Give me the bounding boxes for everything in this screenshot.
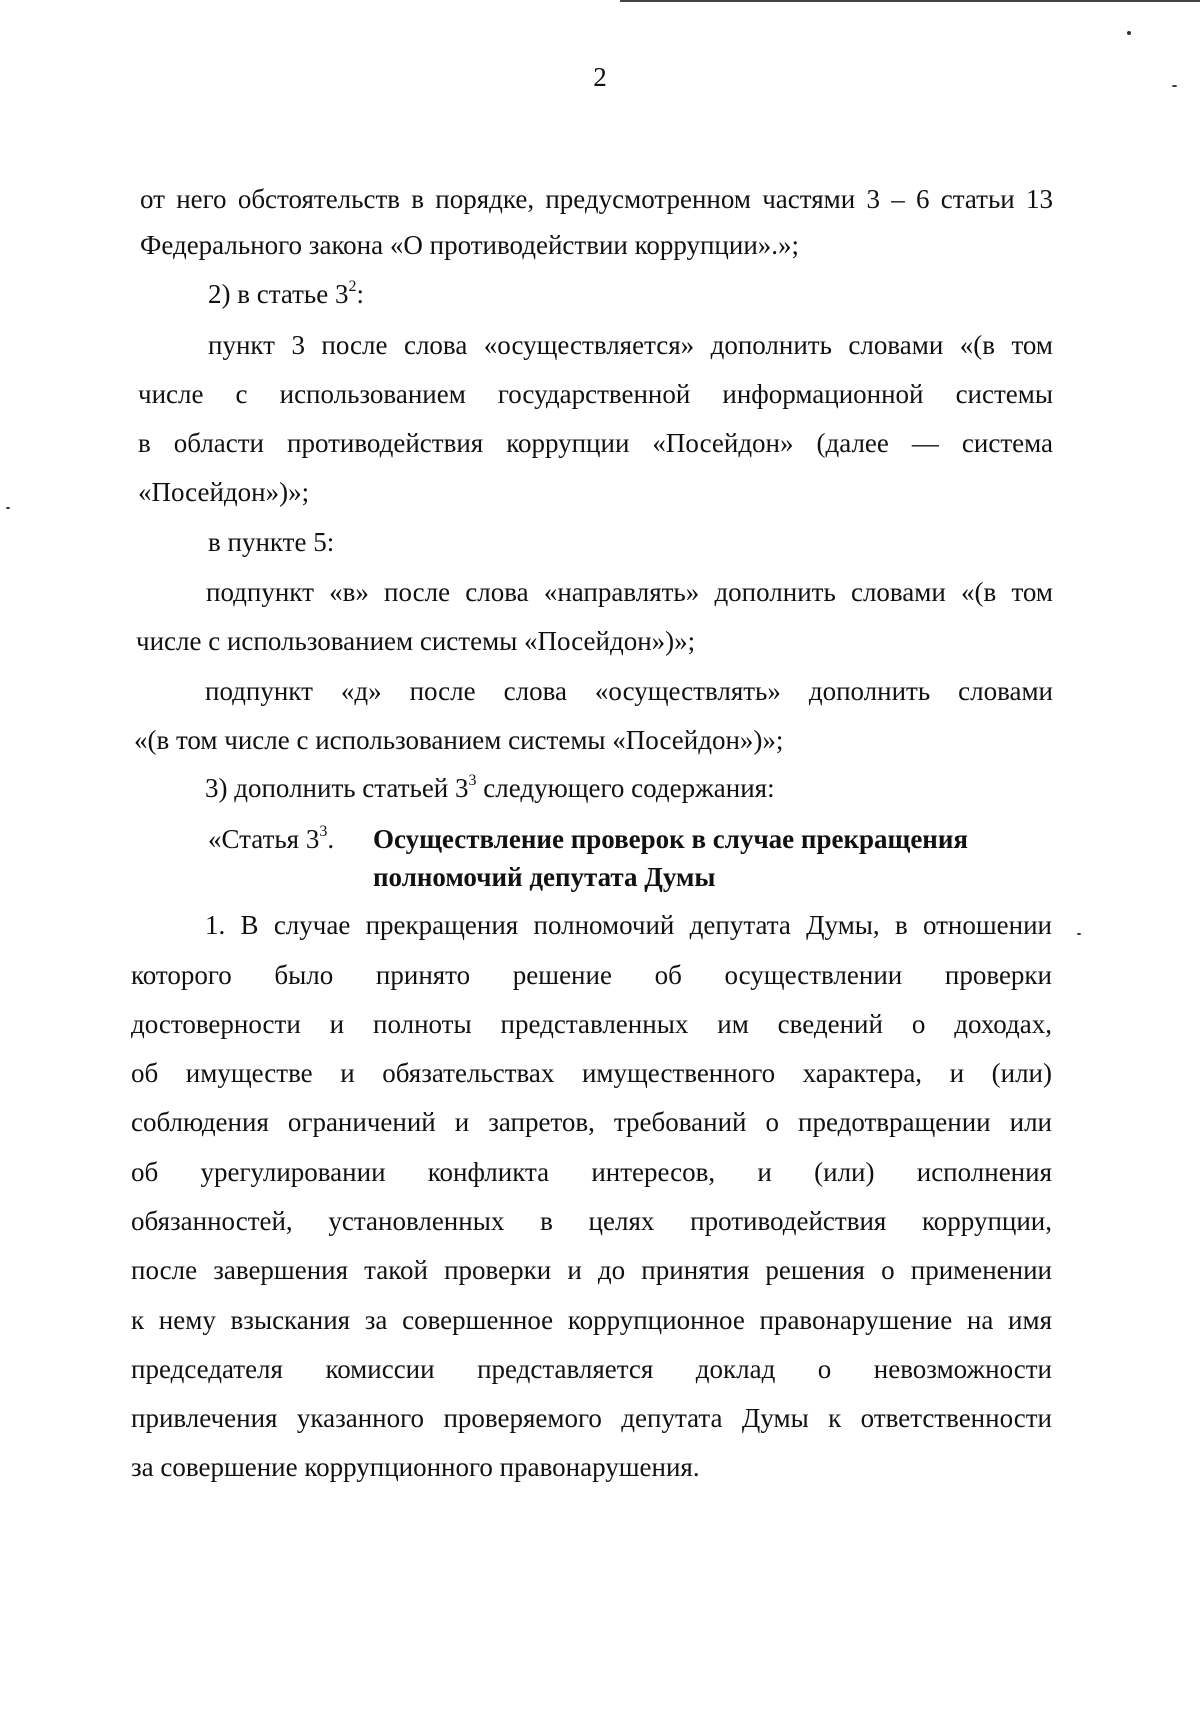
text-line: за совершение коррупционного правонарушения. [131, 1452, 700, 1482]
text-line: после завершения такой проверки и до принятия решения о применении [131, 1255, 1052, 1285]
scan-speck [6, 507, 10, 509]
text-line: «Посейдон»)»; [138, 477, 310, 507]
text-line: об урегулировании конфликта интересов, и (или) исполнения [131, 1157, 1052, 1187]
scan-speck [1127, 31, 1131, 35]
text-line: соблюдения ограничений и запретов, требований о предотвращении или [131, 1107, 1052, 1137]
text-line: председателя комиссии представляется доклад о невозможности [131, 1354, 1052, 1384]
text-line: подпункт «в» после слова «направлять» дополнить словами «(в том [206, 577, 1053, 607]
text-line: числе с использованием государственной информационной системы [138, 379, 1053, 409]
article-title: полномочий депутата Думы [373, 862, 716, 892]
scan-speck [1077, 933, 1081, 935]
text-line: к нему взыскания за совершенное коррупционное правонарушение на имя [131, 1305, 1052, 1335]
text-line: которого было принято решение об осуществлении проверки [131, 960, 1052, 990]
text-line: обязанностей, установленных в целях противодействия коррупции, [131, 1206, 1052, 1236]
text-line: «(в том числе с использованием системы «Посейдон»)»; [134, 725, 784, 755]
text-line: достоверности и полноты представленных им сведений о доходах, [131, 1009, 1052, 1039]
text-line: пункт 3 после слова «осуществляется» дополнить словами «(в том [208, 330, 1053, 360]
list-item-3: 3) дополнить статьей $3^3$ следующего содержания: [205, 772, 775, 803]
text-line: об имуществе и обязательствах имущественного характера, и (или) [131, 1058, 1052, 1088]
text-line: привлечения указанного проверяемого депутата Думы к ответственности [131, 1403, 1052, 1433]
text-line: в области противодействия коррупции «Посейдон» (далее — система [138, 428, 1053, 458]
text-line: числе с использованием системы «Посейдон»)»; [136, 626, 696, 656]
text-line: в пункте 5: [208, 527, 335, 557]
article-label: «Статья $3^3$. [208, 823, 335, 854]
scan-edge-line [620, 0, 1200, 2]
text-line: подпункт «д» после слова «осуществлять» дополнить словами [205, 676, 1053, 706]
text-line: Федерального закона «О противодействии коррупции».»; [140, 230, 800, 260]
text-line: 1. В случае прекращения полномочий депутата Думы, в отношении [205, 910, 1052, 940]
page-number: 2 [593, 62, 607, 92]
article-title: Осуществление проверок в случае прекращения [373, 824, 969, 854]
text-line: от него обстоятельств в порядке, предусмотренном частями 3 – 6 статьи 13 [140, 184, 1053, 214]
list-item-2: 2) в статье $3^2$: [208, 278, 364, 309]
